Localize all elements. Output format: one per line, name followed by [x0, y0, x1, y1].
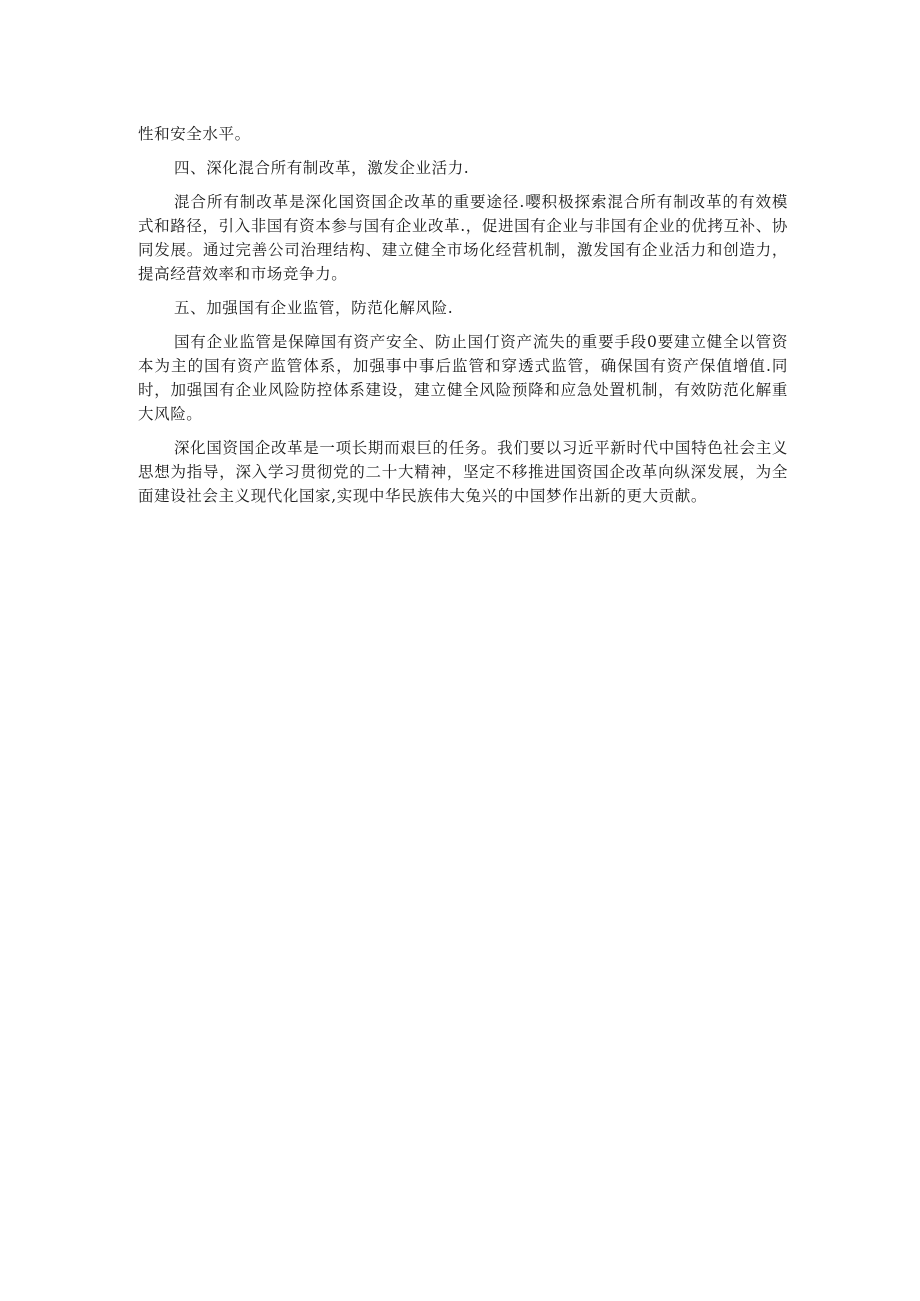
- section-heading-four: 四、深化混合所有制改革，激发企业活力.: [174, 159, 470, 177]
- section-heading-five: 五、加强国有企业监管，防范化解风险.: [174, 299, 454, 317]
- paragraph-conclusion: 深化国资国企改革是一项长期而艰巨的任务。我们要以习近平新时代中国特色社会主义思想为指导，深入学习贯彻党的二十大精神，坚定不移推进国资国企改革向纵深发展，为全面建设社会主义现代化国家,实现中华民族伟大兔兴的中国梦作出新的更大贡献。: [138, 439, 788, 505]
- document-body: [138, 122, 788, 518]
- paragraph-supervision: 国有企业监管是保障国有资产安全、防止国仃资产流失的重要手段0要建立健全以管资本为主的国有资产监管体系，加强事中事后监管和穿透式监管，确保国有资产保值增值.同时，加强国有企业风险防控体系建设，建立健全风险预降和应急处置机制，有效防范化解重大风险。: [138, 333, 788, 423]
- paragraph-continuation: 性和安全水平。: [138, 125, 251, 143]
- paragraph-mixed-ownership: 混合所有制改革是深化国资国企改革的重要途径.嘤积极探索混合所有制改革的有效模式和路径，引入非国有资本参与国有企业改革.，促进国有企业与非国有企业的优拷互补、协同发展。通过完善公司治理结构、建立健全市场化经营机制，激发国有企业活力和创造力，提高经营效率和市场竞争力。: [138, 193, 788, 283]
